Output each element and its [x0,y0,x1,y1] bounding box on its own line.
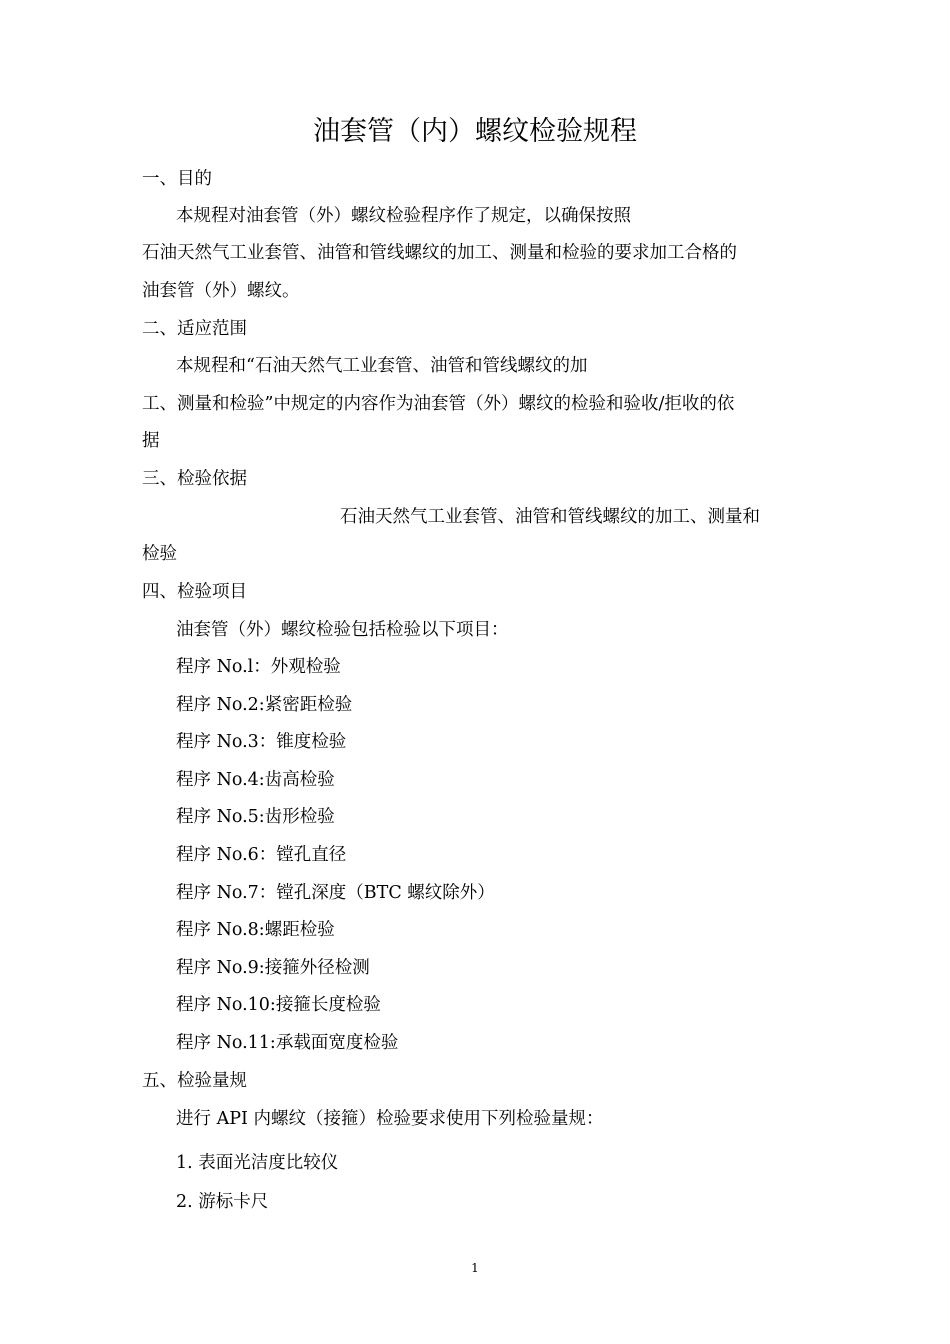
list-item: 程序 No.8:螺距检验 [176,920,335,940]
list-item: 程序 No.10:接箍长度检验 [176,995,381,1015]
document-title: 油套管（内）螺纹检验规程 [313,116,637,147]
list-item: 程序 No.3：锥度检验 [176,732,347,752]
section-heading-purpose: 一、目的 [142,169,212,189]
section-heading-scope: 二、适应范围 [142,319,247,339]
list-item: 程序 No.4:齿高检验 [176,770,335,790]
paragraph-line: 进行 API 内螺纹（接箍）检验要求使用下列检验量规： [176,1109,604,1129]
list-item: 1. 表面光洁度比较仪 [176,1153,339,1173]
list-item: 程序 No.6：镗孔直径 [176,845,347,865]
section-heading-gauges: 五、检验量规 [142,1071,247,1091]
list-item: 程序 No.11:承载面宽度检验 [176,1033,399,1053]
list-item: 程序 No.7：镗孔深度（BTC 螺纹除外） [176,883,495,903]
paragraph-line: 据 [142,431,160,451]
section-heading-basis: 三、检验依据 [142,469,247,489]
paragraph-line: 本规程和“石油天然气工业套管、油管和管线螺纹的加 [176,356,588,376]
list-item: 程序 No.5:齿形检验 [176,807,335,827]
paragraph-line: 检验 [142,544,177,564]
paragraph-line: 工、测量和检验”中规定的内容作为油套管（外）螺纹的检验和验收/拒收的依 [142,394,735,414]
paragraph-line: 油套管（外）螺纹。 [142,281,300,301]
paragraph-line: 石油天然气工业套管、油管和管线螺纹的加工、测量和 [340,507,760,527]
list-item: 2. 游标卡尺 [176,1192,269,1212]
list-item: 程序 No.l：外观检验 [176,657,341,677]
paragraph-line: 油套管（外）螺纹检验包括检验以下项目： [176,620,509,640]
list-item: 程序 No.2:紧密距检验 [176,695,353,715]
page-number: 1 [471,1261,479,1275]
list-item: 程序 No.9:接箍外径检测 [176,958,370,978]
section-heading-items: 四、检验项目 [142,582,247,602]
paragraph-line: 本规程对油套管（外）螺纹检验程序作了规定，以确保按照 [176,206,631,226]
paragraph-line: 石油天然气工业套管、油管和管线螺纹的加工、测量和检验的要求加工合格的 [142,243,737,263]
